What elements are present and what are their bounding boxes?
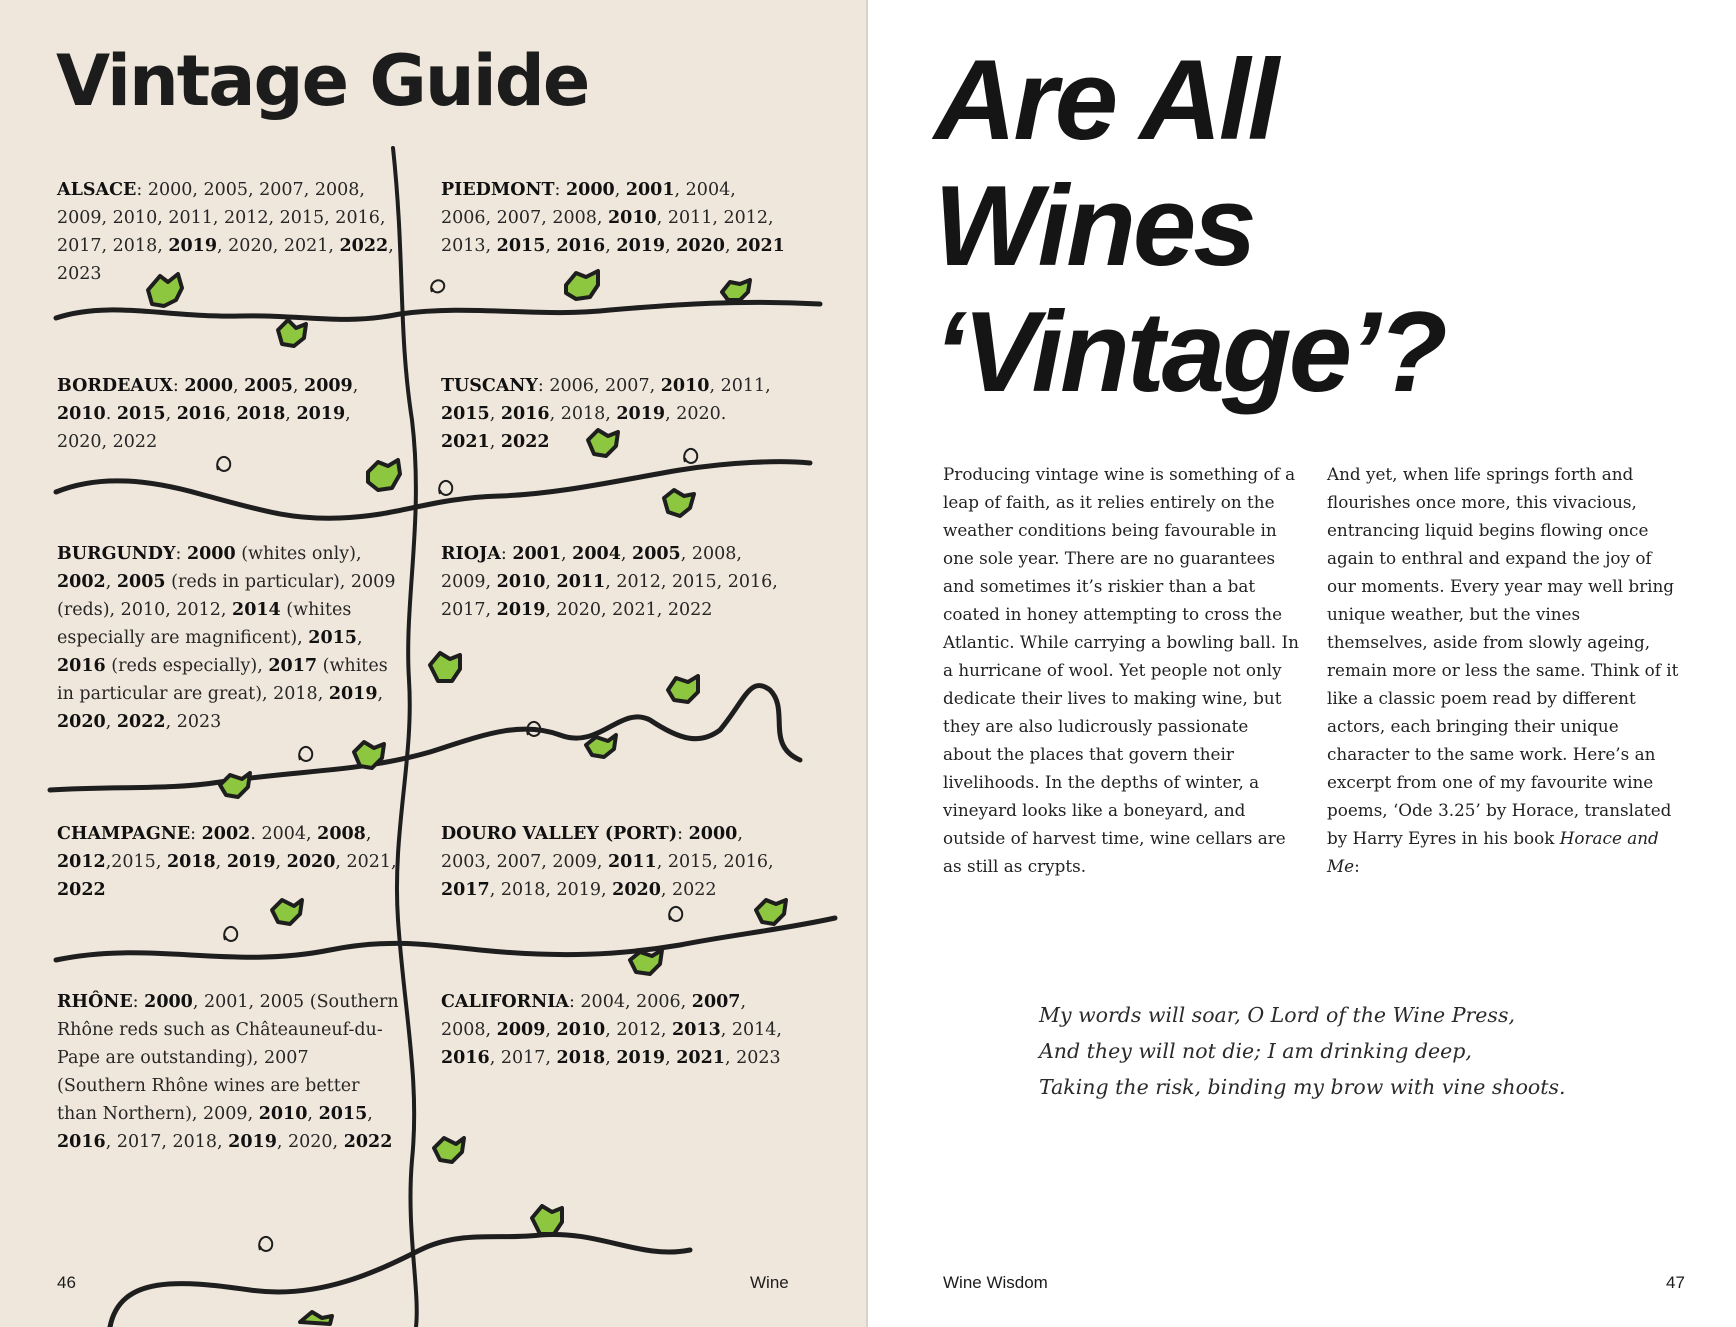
vintage-text: , 2015, 2016,	[656, 852, 774, 872]
vintage-text: :	[175, 544, 187, 564]
region-champagne	[57, 820, 402, 904]
vintage-text: , 2008,	[441, 992, 747, 1040]
vintage-text: : 2006, 2007,	[537, 376, 661, 396]
vintage-text: ,	[545, 236, 557, 256]
vintage-text: ,	[724, 236, 737, 256]
vintage-text: , 2023	[57, 236, 394, 284]
highlight-vintage: 2005	[632, 544, 681, 564]
vintage-text: ,	[357, 628, 363, 648]
vintage-text: (whites especially are magnificent),	[57, 600, 352, 648]
highlight-vintage: 2022	[116, 712, 166, 732]
vintage-text: , 2004, 2006, 2007, 2008,	[441, 180, 736, 228]
region-california	[441, 988, 786, 1072]
highlight-vintage: 2020	[57, 712, 106, 732]
vintage-text: :	[677, 824, 689, 844]
highlight-vintage: 2000	[688, 824, 738, 844]
highlight-vintage: 2011	[556, 572, 606, 592]
vintage-text: , 2020.	[665, 404, 727, 424]
highlight-vintage: 2022	[500, 432, 550, 452]
region-douro-valley	[441, 820, 786, 904]
poem-excerpt	[1039, 997, 1659, 1105]
highlight-vintage: CHAMPAGNE	[57, 824, 191, 844]
running-head-right: Wine Wisdom	[943, 1273, 1048, 1292]
highlight-vintage: 2010	[660, 376, 710, 396]
highlight-vintage: 2019	[616, 404, 666, 424]
highlight-vintage: TUSCANY	[441, 376, 538, 396]
region-burgundy	[57, 540, 402, 736]
highlight-vintage: 2001	[625, 180, 675, 200]
region-rhone	[57, 988, 402, 1156]
region-tuscany	[441, 372, 786, 456]
highlight-vintage: 2019	[328, 684, 378, 704]
vintage-text: , 2023	[165, 712, 222, 732]
vintage-text: ,	[489, 432, 501, 452]
highlight-vintage: ALSACE	[57, 180, 137, 200]
page-title: Vintage Guide	[56, 40, 589, 122]
column-2-end: :	[1354, 856, 1360, 876]
vintage-text: ,	[352, 376, 359, 396]
vintage-text: , 2023	[724, 1048, 781, 1068]
vintage-text: .	[105, 404, 117, 424]
vintage-text: , 2018, 2019,	[489, 880, 613, 900]
highlight-vintage: PIEDMONT	[441, 180, 555, 200]
vintage-text: , 2021,	[335, 852, 397, 872]
highlight-vintage: 2018	[166, 852, 216, 872]
highlight-vintage: 2010	[608, 208, 657, 228]
vintage-text: , 2014,	[720, 1020, 782, 1040]
highlight-vintage: 2016	[500, 404, 550, 424]
vintage-text: ,	[545, 572, 557, 592]
highlight-vintage: 2013	[672, 1020, 721, 1040]
vintage-text: , 2011,	[709, 376, 771, 396]
vintage-text: ,	[105, 712, 117, 732]
title-line: Are All	[934, 37, 1277, 164]
vintage-text: , 2017,	[489, 1048, 557, 1068]
vintage-text: : 2004, 2006,	[568, 992, 692, 1012]
vintage-text: ,	[165, 404, 177, 424]
vintage-text: (reds in particular), 2009 (reds), 2010, 2012,	[57, 572, 396, 620]
highlight-vintage: 2008	[317, 824, 366, 844]
vintage-text: , 2012, 2015, 2016, 2017,	[441, 572, 778, 620]
highlight-vintage: 2021	[441, 432, 490, 452]
highlight-vintage: 2022	[339, 236, 389, 256]
highlight-vintage: DOURO VALLEY (PORT)	[441, 824, 678, 844]
poem-line: My words will soar, O Lord of the Wine Press,	[1039, 1003, 1515, 1027]
highlight-vintage: 2016	[57, 1132, 106, 1152]
vintage-text: , 2022	[660, 880, 717, 900]
title-line: Wines	[934, 163, 1254, 290]
highlight-vintage: 2019	[616, 1048, 666, 1068]
vintage-text: ,	[307, 1104, 319, 1124]
highlight-vintage: 2000	[565, 180, 615, 200]
vintage-text: , 2018,	[549, 404, 617, 424]
vintage-text: (whites in particular are great), 2018,	[57, 656, 388, 704]
page-number-right: 47	[1666, 1273, 1685, 1292]
highlight-vintage: 2009	[496, 1020, 546, 1040]
vintage-text: ,	[215, 852, 227, 872]
vintage-text: ,	[665, 1048, 677, 1068]
highlight-vintage: 2012	[57, 852, 106, 872]
vintage-text: ,	[377, 684, 384, 704]
highlight-vintage: 2022	[57, 880, 106, 900]
region-piedmont	[441, 176, 786, 260]
highlight-vintage: 2017	[441, 880, 490, 900]
vintage-text: ,	[561, 544, 573, 564]
vintage-text: ,	[233, 376, 245, 396]
vintage-text: :	[190, 824, 202, 844]
highlight-vintage: 2015	[116, 404, 166, 424]
highlight-vintage: 2001	[512, 544, 562, 564]
highlight-vintage: 2000	[144, 992, 193, 1012]
highlight-vintage: 2015	[496, 236, 546, 256]
vintage-text: ,2015,	[105, 852, 167, 872]
vintage-text: ,	[605, 1048, 617, 1068]
highlight-vintage: 2019	[616, 236, 666, 256]
highlight-vintage: 2015	[308, 628, 357, 648]
highlight-vintage: 2016	[57, 656, 106, 676]
highlight-vintage: 2021	[736, 236, 785, 256]
highlight-vintage: 2010	[556, 1020, 606, 1040]
vintage-text: ,	[105, 572, 117, 592]
vintage-text: (whites only),	[235, 544, 362, 564]
vintage-text: ,	[292, 376, 305, 396]
vintage-text: : 2000, 2005, 2007, 2008, 2009, 2010, 2011, 2012, 2015, 2016, 2017, 2018,	[57, 180, 386, 256]
vintage-text: , 2020, 2022	[57, 404, 351, 452]
highlight-vintage: 2019	[228, 1132, 277, 1152]
gutter	[866, 0, 868, 1327]
running-head-left: Wine	[750, 1273, 789, 1292]
vintage-text: ,	[285, 404, 297, 424]
vintage-text: ,	[489, 404, 501, 424]
vintage-text: ,	[225, 404, 237, 424]
vintage-text: , 2020,	[276, 1132, 344, 1152]
vintage-text: :	[172, 376, 185, 396]
region-bordeaux	[57, 372, 402, 456]
highlight-vintage: 2020	[286, 852, 336, 872]
vintage-text: . 2004,	[250, 824, 318, 844]
region-rioja	[441, 540, 786, 624]
vintage-text: , 2011, 2012, 2013,	[441, 208, 774, 256]
poem-line: Taking the risk, binding my brow with vine shoots.	[1039, 1075, 1566, 1099]
highlight-vintage: 2011	[608, 852, 657, 872]
highlight-vintage: BURGUNDY	[57, 544, 176, 564]
highlight-vintage: 2004	[572, 544, 621, 564]
body-column-2	[1327, 460, 1683, 880]
vintage-text: , 2012,	[605, 1020, 673, 1040]
highlight-vintage: 2005	[244, 376, 293, 396]
highlight-vintage: 2002	[57, 572, 106, 592]
highlight-vintage: 2002	[201, 824, 251, 844]
body-column-1: Producing vintage wine is something of a leap of faith, as it relies entirely on the weather conditions being favourable in one sole year. There are no guarantees and sometimes it’s riskier than a bat coated in honey attempting to cross the Atlantic. While carrying a bowling ball. In a hurricane of wool. Yet people not only dedicate their lives to making wine, but they are also ludicrously passionate about the places that govern their livelihoods. In the depths of winter, a vineyard looks like a boneyard, and outside of harvest time, wine cellars are as still as crypts.	[943, 464, 1299, 876]
vintage-text: , 2017, 2018,	[105, 1132, 229, 1152]
highlight-vintage: 2017	[268, 656, 318, 676]
highlight-vintage: 2010	[57, 404, 106, 424]
vintage-text: , 2008, 2009,	[441, 544, 742, 592]
highlight-vintage: 2000	[186, 544, 236, 564]
vintage-text: :	[500, 544, 513, 564]
highlight-vintage: 2019	[226, 852, 276, 872]
highlight-vintage: RIOJA	[441, 544, 501, 564]
highlight-vintage: 2010	[496, 572, 546, 592]
vintage-text: :	[554, 180, 566, 200]
vintage-text: ,	[275, 852, 287, 872]
vintage-text: :	[132, 992, 145, 1012]
highlight-vintage: 2016	[441, 1048, 490, 1068]
highlight-vintage: 2019	[496, 600, 546, 620]
highlight-vintage: 2016	[176, 404, 226, 424]
title-line: ‘Vintage’?	[934, 289, 1445, 416]
highlight-vintage: 2005	[116, 572, 166, 592]
vintage-text: , 2003, 2007, 2009,	[441, 824, 743, 872]
highlight-vintage: RHÔNE	[57, 992, 133, 1012]
vintage-text: (reds especially),	[105, 656, 269, 676]
highlight-vintage: 2016	[556, 236, 606, 256]
highlight-vintage: 2018	[556, 1048, 606, 1068]
highlight-vintage: CALIFORNIA	[441, 992, 569, 1012]
highlight-vintage: 2020	[612, 880, 661, 900]
highlight-vintage: 2014	[232, 600, 281, 620]
book-title: Horace and Me	[1327, 828, 1659, 876]
highlight-vintage: 2007	[691, 992, 741, 1012]
page-number-left: 46	[57, 1273, 76, 1292]
highlight-vintage: 2015	[318, 1104, 368, 1124]
vintage-text: ,	[614, 180, 626, 200]
column-2-text: And yet, when life springs forth and flourishes once more, this vivacious, entrancing liquid begins flowing once again to enthral and expand the joy of our moments. Every year may well bring unique weather, but the vines themselves, aside from slowly ageing, remain more or less the same. Think of it like a classic poem read by different actors, each bringing their unique character to the same work. Here’s an excerpt from one of my favourite wine poems, ‘Ode 3.25’ by Horace, translated by Harry Eyres in his book	[1327, 464, 1679, 848]
vintage-text: , 2020, 2021,	[217, 236, 340, 256]
highlight-vintage: 2010	[258, 1104, 308, 1124]
highlight-vintage: BORDEAUX	[57, 376, 173, 396]
region-alsace	[57, 176, 402, 288]
highlight-vintage: 2021	[676, 1048, 725, 1068]
vintage-text: ,	[620, 544, 633, 564]
vintage-text: ,	[367, 1104, 373, 1124]
vintage-text: ,	[545, 1020, 557, 1040]
highlight-vintage: 2022	[343, 1132, 393, 1152]
highlight-vintage: 2019	[168, 236, 218, 256]
vintage-text: ,	[365, 824, 372, 844]
vintage-text: ,	[665, 236, 677, 256]
highlight-vintage: 2000	[184, 376, 234, 396]
poem-line: And they will not die; I am drinking deep,	[1039, 1039, 1472, 1063]
highlight-vintage: 2019	[296, 404, 346, 424]
vintage-text: , 2020, 2021, 2022	[545, 600, 713, 620]
vintage-text: ,	[605, 236, 617, 256]
highlight-vintage: 2015	[441, 404, 490, 424]
highlight-vintage: 2009	[304, 376, 353, 396]
vintage-text: , 2001, 2005 (Southern Rhône reds such as Châteauneuf-du-Pape are outstanding), 2007 (Southern Rhône wines are better than Northern), 2009,	[57, 992, 399, 1124]
highlight-vintage: 2018	[236, 404, 286, 424]
article-title	[934, 38, 1445, 416]
highlight-vintage: 2020	[676, 236, 725, 256]
